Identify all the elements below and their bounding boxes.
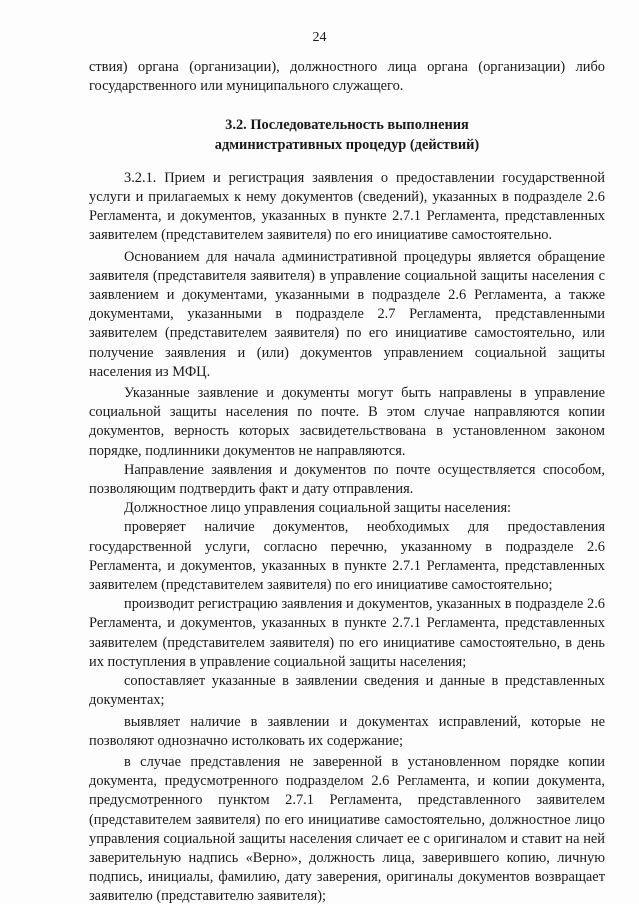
paragraph-mail-method: Направление заявления и документов по почте осуществляется способом, позволяющим подтвердить факт и дату отправления. — [89, 461, 605, 498]
intro-paragraph: ствия) органа (организации), должностного лица органа (организации) либо государственного или муниципального служащего. — [89, 59, 605, 95]
list-item-compares: сопоставляет указанные в заявлении сведения и данные в представленных документах; — [89, 673, 605, 709]
list-item-detects: выявляет наличие в заявлении и документах исправлений, которые не позволяют однозначно истолковать их содержание; — [89, 713, 605, 749]
document-body — [89, 58, 605, 907]
paragraph-official: Должностное лицо управления социальной защиты населения: — [124, 500, 512, 517]
page-number: 24 — [312, 30, 327, 45]
list-item-certifies: в случае представления не заверенной в установленном порядке копии документа, предусмотренного подразделом 2.6 Регламента, и копии документа, предусмотренного пунктом 2.7.1 Регламента, представленного заявителем (представителем заявителя) по его инициативе самостоятельно, должностное лицо управления социальной защиты населения сличает ее с оригиналом и ставит на ней заверительную надпись «Верно», должность лица, заверившего копию, личную подпись, инициалы, фамилию, дату заверения, оригиналы документов возвращает заявителю (представителю заявителя); — [89, 753, 605, 905]
section-heading — [89, 116, 605, 154]
paragraph-basis: Основанием для начала административной процедуры является обращение заявителя (представителя заявителя) в управление социальной защиты населения с заявлением и документами, указанными в подразделе 2.6 Регламента, а также документами, указанными в подразделе 2.7 Регламента, представленными заявителем (представителем заявителя) по его инициативе самостоятельно, или получение заявления и (или) документов управлением социальной защиты населения из МФЦ. — [89, 248, 605, 380]
paragraph-3-2-1: 3.2.1. Прием и регистрация заявления о предоставлении государственной услуги и прилагаемых к нему документов (сведений), указанных в подразделе 2.6 Регламента, и документов, указанных в пункте 2.7.1 Регламента, представленных заявителем (представителем заявителя) по его инициативе самостоятельно. — [89, 169, 605, 244]
section-heading-line-2: административных процедур (действий) — [214, 136, 480, 153]
paragraph-by-mail: Указанные заявление и документы могут быть направлены в управление социальной защиты населения по почте. В этом случае направляются копии документов, верность которых засвидетельствована в установленном законом порядке, подлинники документов не направляются. — [89, 385, 605, 459]
list-item-checks: проверяет наличие документов, необходимых для предоставления государственной услуги, согласно перечню, указанному в подразделе 2.6 Регламента, и документов, указанных в пункте 2.7.1 Регламента, представленных заявителем (представителем заявителя) по его инициативе самостоятельно; — [89, 519, 605, 594]
section-heading-line-1: 3.2. Последовательность выполнения — [225, 117, 469, 134]
list-item-registers: производит регистрацию заявления и документов, указанных в подразделе 2.6 Регламента, и документов, указанных в пункте 2.7.1 Регламента, представленных заявителем (представителем заявителя) по его инициативе самостоятельно, в день их поступления в управление социальной защиты населения; — [89, 596, 605, 670]
